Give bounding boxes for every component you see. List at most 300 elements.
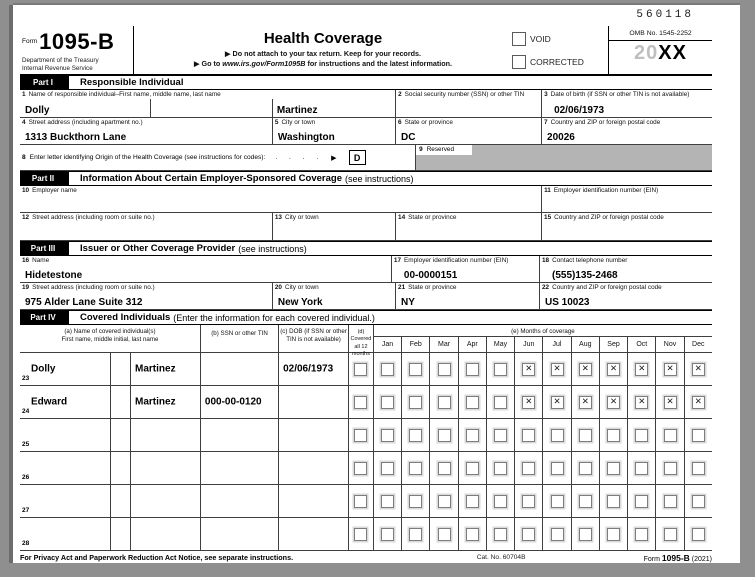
row28-month-jun-checkbox[interactable]: [522, 528, 535, 541]
row28-month-oct-checkbox[interactable]: [635, 528, 648, 541]
corrected-checkbox[interactable]: [512, 55, 526, 69]
part3-title: Issuer or Other Coverage Provider: [80, 243, 236, 254]
provider-state-value[interactable]: NY: [401, 297, 415, 308]
row23-last-name-cell: [130, 353, 200, 385]
form-title: Health Coverage: [263, 30, 383, 47]
row24-last-name[interactable]: Martinez: [135, 396, 176, 408]
row24-nov-cell: [655, 386, 683, 418]
responsible-dob[interactable]: 02/06/1973: [554, 105, 605, 116]
field-8-label: Enter letter identifying Origin of the Health Coverage (see instructions for codes):: [29, 154, 266, 161]
row26-month-jul-checkbox[interactable]: [551, 462, 564, 475]
row28-month-mar-checkbox[interactable]: [438, 528, 451, 541]
row25-month-apr-checkbox[interactable]: [466, 429, 479, 442]
form-year: [609, 41, 712, 65]
row23-last-name[interactable]: Martinez: [135, 363, 176, 375]
form-ref-year: (2021): [689, 556, 712, 563]
field-10-number: 10: [22, 187, 30, 194]
row23-covered-all-cell: [348, 353, 373, 385]
row23-month-aug-checkbox[interactable]: [579, 363, 592, 376]
catalog-number: Cat. No. 60704B: [476, 554, 526, 561]
instruction-bullet-1: ▶ Do not attach to your tax return. Keep for your records.: [224, 49, 422, 58]
provider-zip-value[interactable]: US 10023: [544, 297, 590, 308]
row24-jan-cell: [374, 386, 401, 418]
row24-month-jul-checkbox[interactable]: [551, 396, 564, 409]
field-4-label: Street address (including apartment no.): [28, 119, 143, 126]
row26-month-may-checkbox[interactable]: [494, 462, 507, 475]
row24-covered-all-cell: [348, 386, 373, 418]
row28-apr-cell: [458, 518, 486, 550]
part1-label: Part I: [20, 76, 69, 89]
dept-line2: Internal Revenue Service: [22, 64, 93, 72]
row25-month-dec-checkbox[interactable]: [692, 429, 705, 442]
row28-month-may-checkbox[interactable]: [494, 528, 507, 541]
month-header-dec: Dec: [684, 337, 712, 352]
row27-month-oct-checkbox[interactable]: [635, 495, 648, 508]
year-prefix: 20: [634, 42, 659, 64]
row23-month-nov-checkbox[interactable]: [664, 363, 677, 376]
row26-last-name-cell: [130, 452, 200, 484]
row27-may-cell: [486, 485, 514, 517]
row24-month-dec-checkbox[interactable]: [692, 396, 705, 409]
provider-phone-value[interactable]: (555)135-2468: [551, 270, 618, 281]
row27-first-name-cell: [20, 485, 110, 517]
field-20-city: [272, 283, 395, 309]
void-label: VOID: [530, 33, 551, 44]
row23-dob[interactable]: 02/06/1973: [283, 363, 334, 375]
field-9-label-chip: [416, 145, 472, 155]
col-header-name-line2: First name, middle initial, last name: [61, 336, 159, 344]
row26-month-feb-checkbox[interactable]: [409, 462, 422, 475]
row26-month-apr-checkbox[interactable]: [466, 462, 479, 475]
row24-month-oct-checkbox[interactable]: [635, 396, 648, 409]
row23-month-dec-checkbox[interactable]: [692, 363, 705, 376]
row25-nov-cell: [655, 419, 683, 451]
row27-month-aug-checkbox[interactable]: [579, 495, 592, 508]
origin-code-box[interactable]: D: [349, 150, 366, 165]
row28-month-jul-checkbox[interactable]: [551, 528, 564, 541]
responsible-state[interactable]: DC: [401, 132, 416, 143]
field-15-zip: [541, 213, 712, 240]
part3-label: Part III: [20, 242, 69, 255]
row23-month-feb-checkbox[interactable]: [409, 363, 422, 376]
row27-month-sep-checkbox[interactable]: [607, 495, 620, 508]
field-10-label: Employer name: [32, 187, 77, 194]
month-header-feb: Feb: [401, 337, 429, 352]
row26-dob-cell: [278, 452, 348, 484]
row24-covered-all-12-months-checkbox[interactable]: [354, 396, 367, 409]
row24-dec-cell: [684, 386, 712, 418]
field-9-reserved: [415, 145, 712, 170]
field-15-number: 15: [544, 214, 552, 221]
covered-individual-row-28: [20, 518, 712, 551]
field-7-number: 7: [544, 119, 548, 126]
row25-oct-cell: [627, 419, 655, 451]
row24-month-nov-checkbox[interactable]: [664, 396, 677, 409]
field-3-dob: [541, 90, 712, 117]
field-6-state: [395, 118, 541, 144]
field-22-label: Country and ZIP or foreign postal code: [552, 284, 662, 291]
row27-covered-all-12-months-checkbox[interactable]: [354, 495, 367, 508]
row25-jun-cell: [514, 419, 542, 451]
part2-title: Information About Certain Employer-Sponsored Coverage: [80, 173, 342, 184]
form-page: [13, 5, 740, 563]
row24-month-mar-checkbox[interactable]: [438, 396, 451, 409]
row26-month-aug-checkbox[interactable]: [579, 462, 592, 475]
row23-month-jul-checkbox[interactable]: [551, 363, 564, 376]
row27-ssn-cell: [200, 485, 278, 517]
field-8-origin: [20, 145, 415, 170]
row27-month-mar-checkbox[interactable]: [438, 495, 451, 508]
field-19-label: Street address (including room or suite no.): [32, 284, 155, 291]
row26-mar-cell: [429, 452, 457, 484]
row28-month-dec-checkbox[interactable]: [692, 528, 705, 541]
month-header-may: May: [486, 337, 514, 352]
row27-jan-cell: [374, 485, 401, 517]
instruction-bullet-2: [134, 59, 512, 69]
part1-title: Responsible Individual: [80, 77, 184, 88]
row27-aug-cell: [571, 485, 599, 517]
row24-month-may-checkbox[interactable]: [494, 396, 507, 409]
responsible-city[interactable]: Washington: [277, 132, 335, 143]
row23-month-may-checkbox[interactable]: [494, 363, 507, 376]
field-8-dot-leader: . . . .: [275, 154, 324, 161]
field-20-number: 20: [274, 284, 282, 291]
month-header-apr: Apr: [458, 337, 486, 352]
row25-mar-cell: [429, 419, 457, 451]
row27-sep-cell: [599, 485, 627, 517]
field-22-number: 22: [541, 284, 550, 291]
row25-ssn-cell: [200, 419, 278, 451]
row26-months-cells: [373, 452, 712, 484]
field-15-label: Country and ZIP or foreign postal code: [554, 214, 664, 221]
field-18-label: Contact telephone number: [552, 257, 628, 264]
row27-last-name-cell: [130, 485, 200, 517]
department-lines: [22, 57, 131, 72]
field-21-number: 21: [398, 284, 406, 291]
irs-url-text: www.irs.gov/Form1095B: [222, 58, 306, 68]
field-12-number: 12: [22, 214, 30, 221]
row23-month-sep-checkbox[interactable]: [607, 363, 620, 376]
part1-row3: [20, 145, 712, 171]
row26-month-mar-checkbox[interactable]: [438, 462, 451, 475]
row28-aug-cell: [571, 518, 599, 550]
part1-bar: [20, 76, 712, 90]
row27-dob-cell: [278, 485, 348, 517]
row28-ssn-cell: [200, 518, 278, 550]
row23-dec-cell: [684, 353, 712, 385]
row25-month-jan-checkbox[interactable]: [381, 429, 394, 442]
form-footer: [20, 551, 712, 566]
field-17-label: Employer identification number (EIN): [404, 257, 509, 264]
row25-jan-cell: [374, 419, 401, 451]
field-13-city: [272, 213, 395, 240]
row26-first-name-cell: [20, 452, 110, 484]
row26-covered-all-cell: [348, 452, 373, 484]
row23-may-cell: [486, 353, 514, 385]
covered-individual-row-27: [20, 485, 712, 518]
part1-row1: [20, 90, 712, 118]
row26-month-sep-checkbox[interactable]: [607, 462, 620, 475]
part4-note: (Enter the information for each covered individual.): [173, 312, 375, 323]
row25-month-oct-checkbox[interactable]: [635, 429, 648, 442]
row28-covered-all-12-months-checkbox[interactable]: [354, 528, 367, 541]
row25-may-cell: [486, 419, 514, 451]
row24-month-feb-checkbox[interactable]: [409, 396, 422, 409]
row28-month-apr-checkbox[interactable]: [466, 528, 479, 541]
row28-dob-cell: [278, 518, 348, 550]
responsible-street[interactable]: 1313 Buckthorn Lane: [25, 132, 127, 143]
row26-month-nov-checkbox[interactable]: [664, 462, 677, 475]
row23-mar-cell: [429, 353, 457, 385]
month-header-row: [374, 336, 712, 352]
row27-month-jan-checkbox[interactable]: [381, 495, 394, 508]
row26-month-dec-checkbox[interactable]: [692, 462, 705, 475]
field-5-label: City or town: [281, 119, 316, 126]
row23-dob-cell: [278, 353, 348, 385]
responsible-first-name[interactable]: Dolly: [25, 105, 50, 116]
row25-jul-cell: [542, 419, 570, 451]
field-3-number: 3: [544, 91, 548, 98]
row24-month-sep-checkbox[interactable]: [607, 396, 620, 409]
row27-month-apr-checkbox[interactable]: [466, 495, 479, 508]
field-9-number: 9: [419, 146, 423, 153]
row24-last-name-cell: [130, 386, 200, 418]
row25-dob-cell: [278, 419, 348, 451]
field-22-zip: [539, 283, 712, 309]
field-14-state: [395, 213, 541, 240]
row27-dec-cell: [684, 485, 712, 517]
row23-first-name[interactable]: Dolly: [31, 363, 56, 375]
row25-month-jun-checkbox[interactable]: [522, 429, 535, 442]
responsible-zip[interactable]: 20026: [547, 132, 575, 143]
form-ref-prefix: Form: [643, 556, 662, 563]
row25-middle-initial-cell: [110, 419, 130, 451]
field-4-street: [20, 118, 272, 144]
row26-month-jun-checkbox[interactable]: [522, 462, 535, 475]
months-of-coverage-label: (e) Months of coverage: [511, 328, 575, 335]
provider-ein-value[interactable]: 00-0000151: [403, 270, 458, 281]
row24-month-jan-checkbox[interactable]: [381, 396, 394, 409]
field-1-label: Name of responsible individual–First name, middle name, last name: [28, 91, 221, 98]
form-number-line: [22, 29, 131, 55]
field-11-ein: [541, 186, 712, 212]
row25-month-jul-checkbox[interactable]: [551, 429, 564, 442]
bullet2-prefix: ▶ Go to: [193, 58, 223, 68]
row28-last-name-cell: [130, 518, 200, 550]
field-9-label: Reserved: [426, 146, 455, 153]
month-header-nov: Nov: [655, 337, 683, 352]
row28-month-feb-checkbox[interactable]: [409, 528, 422, 541]
row28-middle-initial-cell: [110, 518, 130, 550]
row23-jan-cell: [374, 353, 401, 385]
row27-oct-cell: [627, 485, 655, 517]
document-control-number: 560118: [636, 9, 694, 21]
row24-sep-cell: [599, 386, 627, 418]
row26-month-oct-checkbox[interactable]: [635, 462, 648, 475]
omb-block: [608, 26, 712, 74]
row24-month-aug-checkbox[interactable]: [579, 396, 592, 409]
field-12-label: Street address (including room or suite no.): [32, 214, 155, 221]
row27-month-dec-checkbox[interactable]: [692, 495, 705, 508]
row24-dob-cell: [278, 386, 348, 418]
row27-month-may-checkbox[interactable]: [494, 495, 507, 508]
field-14-label: State or province: [408, 214, 457, 221]
part2-row1: [20, 186, 712, 213]
provider-street-value[interactable]: 975 Alder Lane Suite 312: [25, 297, 143, 308]
row26-month-jan-checkbox[interactable]: [381, 462, 394, 475]
row25-covered-all-12-months-checkbox[interactable]: [354, 429, 367, 442]
month-header-oct: Oct: [627, 337, 655, 352]
covered-individual-row-23: [20, 353, 712, 386]
row28-oct-cell: [627, 518, 655, 550]
row28-first-name-cell: [20, 518, 110, 550]
dept-line1: Department of the Treasury: [22, 57, 99, 64]
field-7-zip: [541, 118, 712, 144]
row27-month-jul-checkbox[interactable]: [551, 495, 564, 508]
row23-nov-cell: [655, 353, 683, 385]
void-checkbox[interactable]: [512, 32, 526, 46]
row25-month-mar-checkbox[interactable]: [438, 429, 451, 442]
row24-first-name[interactable]: Edward: [31, 396, 68, 408]
field-20-label: City or town: [284, 284, 319, 291]
row27-mar-cell: [429, 485, 457, 517]
row27-month-nov-checkbox[interactable]: [664, 495, 677, 508]
row27-jul-cell: [542, 485, 570, 517]
row24-month-apr-checkbox[interactable]: [466, 396, 479, 409]
row26-sep-cell: [599, 452, 627, 484]
row28-month-sep-checkbox[interactable]: [607, 528, 620, 541]
part3-row1: [20, 256, 712, 283]
covered-individual-row-24: [20, 386, 712, 419]
col-header-covered-line1: (d) Covered: [350, 329, 372, 343]
row27-feb-cell: [401, 485, 429, 517]
row27-month-feb-checkbox[interactable]: [409, 495, 422, 508]
field-8-number: 8: [22, 154, 26, 161]
row25-apr-cell: [458, 419, 486, 451]
part1-row2: [20, 118, 712, 145]
part4-column-headers: [20, 325, 712, 358]
col-header-dob-line1: (c) DOB (if SSN or other: [280, 328, 347, 335]
row24-first-name-cell: [20, 386, 110, 418]
row24-ssn[interactable]: 000-00-0120: [204, 396, 262, 408]
part2-row2: [20, 213, 712, 241]
field-21-state: [395, 283, 539, 309]
field-13-number: 13: [274, 214, 282, 221]
field-1-name: [20, 90, 395, 117]
row25-month-sep-checkbox[interactable]: [607, 429, 620, 442]
row26-jun-cell: [514, 452, 542, 484]
form-number: 1095-B: [39, 29, 115, 54]
field-2-ssn: [395, 90, 541, 117]
field-6-label: State or province: [404, 119, 453, 126]
col-header-covered-line2: all 12 months: [351, 343, 370, 358]
row23-month-jan-checkbox[interactable]: [381, 363, 394, 376]
field-17-number: 17: [393, 257, 402, 264]
field-13-label: City or town: [284, 214, 319, 221]
field-10-employer-name: [20, 186, 541, 212]
form-1095b: [20, 26, 712, 566]
part2-bar: [20, 171, 712, 186]
field-1-divider-2: [272, 99, 273, 117]
row24-aug-cell: [571, 386, 599, 418]
row-number-27: 27: [22, 507, 30, 514]
row25-sep-cell: [599, 419, 627, 451]
row27-month-jun-checkbox[interactable]: [522, 495, 535, 508]
row23-month-apr-checkbox[interactable]: [466, 363, 479, 376]
row23-month-mar-checkbox[interactable]: [438, 363, 451, 376]
row26-covered-all-12-months-checkbox[interactable]: [354, 462, 367, 475]
field-11-label: Employer identification number (EIN): [553, 187, 659, 194]
col-header-ssn: (b) SSN or other TIN: [200, 325, 278, 352]
row-number-25: 25: [22, 441, 30, 448]
row28-feb-cell: [401, 518, 429, 550]
row24-jul-cell: [542, 386, 570, 418]
field-3-label: Date of birth (if SSN or other TIN is not available): [550, 91, 690, 98]
row27-jun-cell: [514, 485, 542, 517]
row23-months-cells: [373, 353, 712, 385]
row28-jun-cell: [514, 518, 542, 550]
covered-individual-row-26: [20, 452, 712, 485]
row28-month-nov-checkbox[interactable]: [664, 528, 677, 541]
year-suffix: XX: [658, 42, 687, 64]
row23-jul-cell: [542, 353, 570, 385]
row24-month-jun-checkbox[interactable]: [522, 396, 535, 409]
row28-month-aug-checkbox[interactable]: [579, 528, 592, 541]
row24-middle-initial-cell: [110, 386, 130, 418]
field-12-street: [20, 213, 272, 240]
form-number-block: [20, 26, 134, 74]
part2-note: (see instructions): [344, 173, 414, 184]
row24-ssn-cell: [200, 386, 278, 418]
responsible-last-name[interactable]: Martinez: [276, 105, 318, 116]
provider-name-value[interactable]: Hidetestone: [25, 270, 83, 281]
row-number-28: 28: [22, 540, 30, 547]
row25-months-cells: [373, 419, 712, 451]
bullet2-suffix: for instructions and the latest information.: [305, 58, 453, 68]
row28-month-jan-checkbox[interactable]: [381, 528, 394, 541]
row23-month-jun-checkbox[interactable]: [522, 363, 535, 376]
col-header-name-line1: (a) Name of covered individual(s): [64, 328, 156, 335]
covered-individuals-table: [20, 353, 712, 551]
month-header-jul: Jul: [542, 337, 570, 352]
row28-jan-cell: [374, 518, 401, 550]
row26-ssn-cell: [200, 452, 278, 484]
row23-month-oct-checkbox[interactable]: [635, 363, 648, 376]
covered-individual-row-25: [20, 419, 712, 452]
row26-apr-cell: [458, 452, 486, 484]
field-8-arrow-icon: ▶: [331, 154, 337, 162]
row24-months-cells: [373, 386, 712, 418]
field-16-provider-name: [20, 256, 391, 282]
row25-first-name-cell: [20, 419, 110, 451]
provider-city-value[interactable]: New York: [277, 297, 323, 308]
row28-nov-cell: [655, 518, 683, 550]
part3-bar: [20, 241, 712, 256]
row23-covered-all-12-months-checkbox[interactable]: [354, 363, 367, 376]
row25-month-nov-checkbox[interactable]: [664, 429, 677, 442]
row25-month-aug-checkbox[interactable]: [579, 429, 592, 442]
row25-month-may-checkbox[interactable]: [494, 429, 507, 442]
row23-apr-cell: [458, 353, 486, 385]
row25-month-feb-checkbox[interactable]: [409, 429, 422, 442]
row23-sep-cell: [599, 353, 627, 385]
field-16-number: 16: [22, 257, 30, 264]
row23-first-name-cell: [20, 353, 110, 385]
row28-covered-all-cell: [348, 518, 373, 550]
row28-mar-cell: [429, 518, 457, 550]
field-18-number: 18: [541, 257, 550, 264]
field-19-number: 19: [22, 284, 30, 291]
